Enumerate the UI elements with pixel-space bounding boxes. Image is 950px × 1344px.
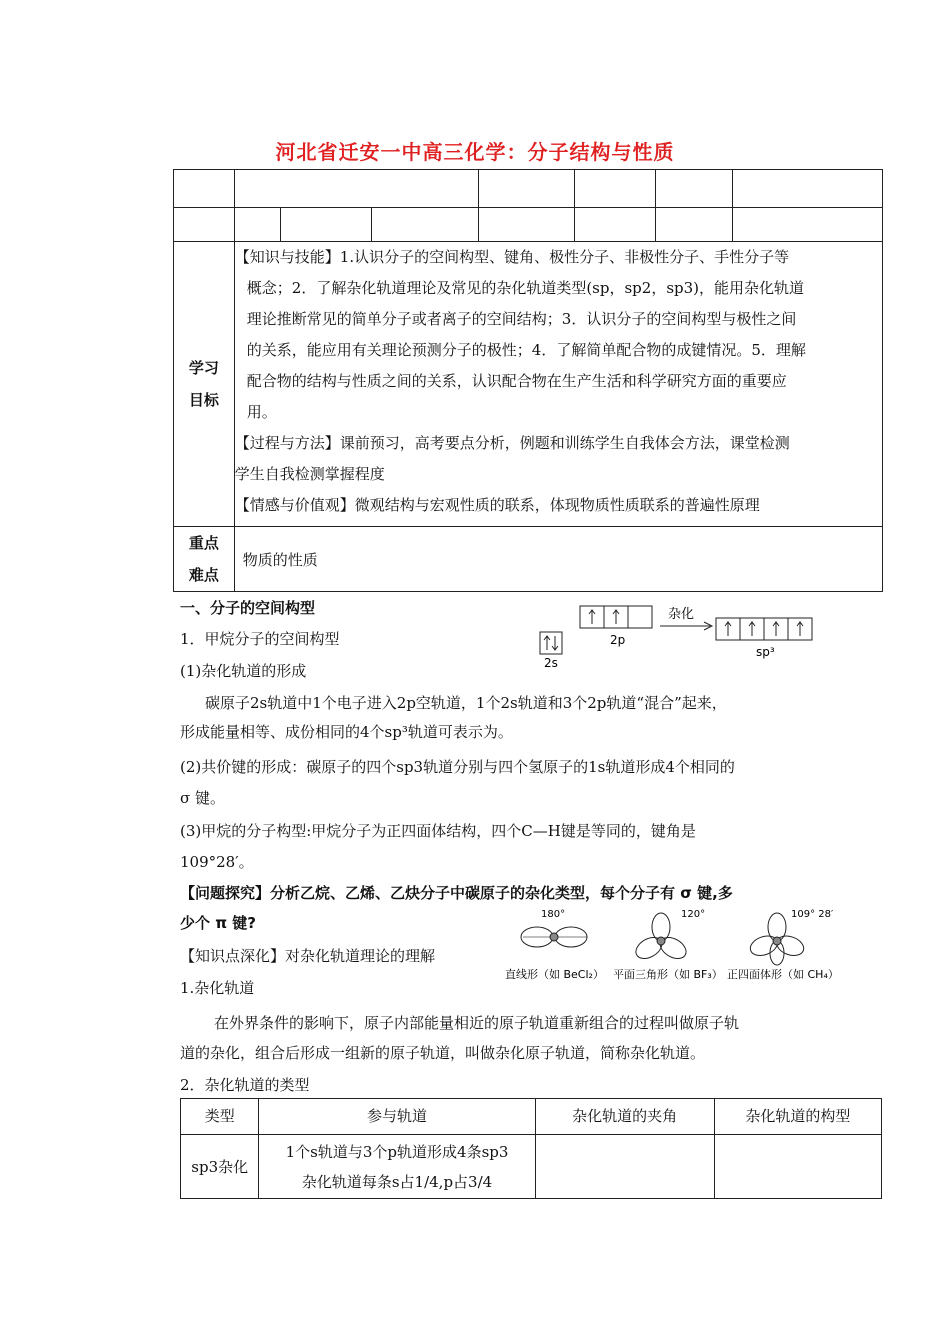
header-cell — [478, 170, 575, 208]
header-cell — [655, 170, 732, 208]
header-cell — [478, 208, 575, 242]
header-cell — [280, 208, 372, 242]
table-cell-line: 1个s轨道与3个p轨道形成4条sp3 — [285, 1143, 509, 1161]
angle-linear: 180° — [541, 909, 566, 920]
knowledge-line: 的关系，能应用有关理论预测分子的极性；4．了解简单配合物的成键情况。5．理解 — [246, 341, 806, 359]
label-2p: 2p — [610, 633, 626, 647]
process-tag: 【过程与方法】 — [234, 434, 340, 452]
process-line: 学生自我检测掌握程度 — [234, 465, 385, 483]
table-row — [181, 1135, 882, 1199]
orbital-lobe — [774, 933, 806, 959]
deepen-heading: 【知识点深化】对杂化轨道理论的理解 — [180, 947, 436, 965]
paragraph-line: (2)共价键的形成：碳原子的四个sp3轨道分别与四个氢原子的1s轨道形成4个相同的 — [180, 758, 735, 776]
paragraph-line: 道的杂化，组合后形成一组新的原子轨道，叫做杂化原子轨道，简称杂化轨道。 — [180, 1044, 706, 1062]
goals-label — [174, 242, 235, 527]
header-cell — [732, 208, 882, 242]
emotion-tag: 【情感与价值观】 — [234, 496, 355, 514]
key-label — [174, 527, 235, 592]
question-line: 少个 π 键? — [180, 914, 257, 932]
goals-label-line: 学习 — [188, 359, 219, 377]
header-cell — [575, 208, 656, 242]
table-cell-angle[interactable] — [535, 1135, 714, 1199]
angle-trigonal: 120° — [681, 909, 706, 920]
paragraph-line: (3)甲烷的分子构型:甲烷分子为正四面体结构，四个C—H键是等同的，键角是 — [180, 822, 696, 840]
header-cell — [372, 208, 479, 242]
header-cell — [732, 170, 882, 208]
orbital-lobe — [748, 933, 780, 959]
section-heading: 一、分子的空间构型 — [180, 599, 316, 617]
label-sp3: sp³ — [756, 645, 775, 659]
knowledge-line: 1.认识分子的空间构型、键角、极性分子、非极性分子、手性分子等 — [339, 248, 790, 266]
orbital-box-2s — [540, 632, 562, 654]
header-cell — [234, 208, 280, 242]
paragraph-line: 在外界条件的影响下，原子内部能量相近的原子轨道重新组合的过程叫做原子轨 — [214, 1014, 740, 1032]
question-line: 【问题探究】分析乙烷、乙烯、乙炔分子中碳原子的杂化类型，每个分子有 σ 键,多 — [180, 884, 733, 902]
key-content: 物质的性质 — [234, 527, 882, 592]
hybrid-types-table — [180, 1098, 882, 1199]
subsection-heading: (1)杂化轨道的形成 — [180, 662, 307, 680]
paragraph-line: 109°28′。 — [180, 853, 254, 871]
knowledge-line: 理论推断常见的简单分子或者离子的空间结构；3．认识分子的空间构型与极性之间 — [246, 310, 797, 328]
page-title: 河北省迁安一中高三化学：分子结构与性质 — [275, 140, 675, 164]
table-header: 类型 — [181, 1099, 259, 1135]
header-cell — [174, 170, 235, 208]
label-2s: 2s — [544, 656, 558, 670]
header-cell — [655, 208, 732, 242]
knowledge-line: 用。 — [246, 403, 277, 421]
subsection-heading: 2．杂化轨道的类型 — [180, 1076, 310, 1094]
table-header: 杂化轨道的夹角 — [535, 1099, 714, 1135]
subsection-heading: 1．甲烷分子的空间构型 — [180, 630, 340, 648]
table-cell-type: sp3杂化 — [181, 1135, 259, 1199]
caption-linear: 直线形（如 BeCl₂） — [505, 968, 604, 981]
key-label-line: 重点 — [188, 534, 219, 552]
subsection-heading: 1.杂化轨道 — [180, 979, 255, 997]
key-label-line: 难点 — [188, 566, 219, 584]
header-cell — [575, 170, 656, 208]
paragraph-line: 形成能量相等、成份相同的4个sp³轨道可表示为。 — [180, 723, 513, 741]
table-header: 杂化轨道的构型 — [714, 1099, 881, 1135]
caption-trigonal: 平面三角形（如 BF₃） — [613, 968, 723, 981]
header-cell — [174, 208, 235, 242]
orbital-hybridization-diagram — [530, 600, 830, 672]
table-cell-orbital — [259, 1135, 535, 1199]
paragraph-line: 碳原子2s轨道中1个电子进入2p空轨道，1个2s轨道和3个2p轨道“混合”起来， — [205, 694, 727, 712]
header-cell — [234, 170, 478, 208]
process-line: 课前预习，高考要点分析，例题和训练学生自我体会方法，课堂检测 — [339, 434, 790, 452]
table-cell-line: 杂化轨道每条s占1/4,p占3/4 — [301, 1173, 493, 1191]
label-hybridize: 杂化 — [668, 607, 695, 622]
caption-tetra: 正四面体形（如 CH₄） — [727, 968, 839, 981]
knowledge-tag: 【知识与技能】 — [234, 248, 340, 266]
hybrid-shapes-diagram — [505, 905, 845, 985]
table-header-row — [181, 1099, 882, 1135]
goals-content — [234, 242, 882, 527]
emotion-text: 微观结构与宏观性质的联系，体现物质性质联系的普遍性原理 — [354, 496, 760, 514]
angle-tetra: 109° 28′ — [791, 909, 834, 920]
table-cell-shape[interactable] — [714, 1135, 881, 1199]
knowledge-line: 概念；2．了解杂化轨道理论及常见的杂化轨道类型(sp，sp2，sp3)，能用杂化轨道 — [246, 279, 805, 297]
paragraph-line: σ 键。 — [180, 789, 226, 807]
knowledge-line: 配合物的结构与性质之间的关系，认识配合物在生产生活和科学研究方面的重要应 — [246, 372, 787, 390]
header-grid — [173, 169, 883, 592]
table-header: 参与轨道 — [259, 1099, 535, 1135]
goals-label-line: 目标 — [188, 391, 219, 409]
